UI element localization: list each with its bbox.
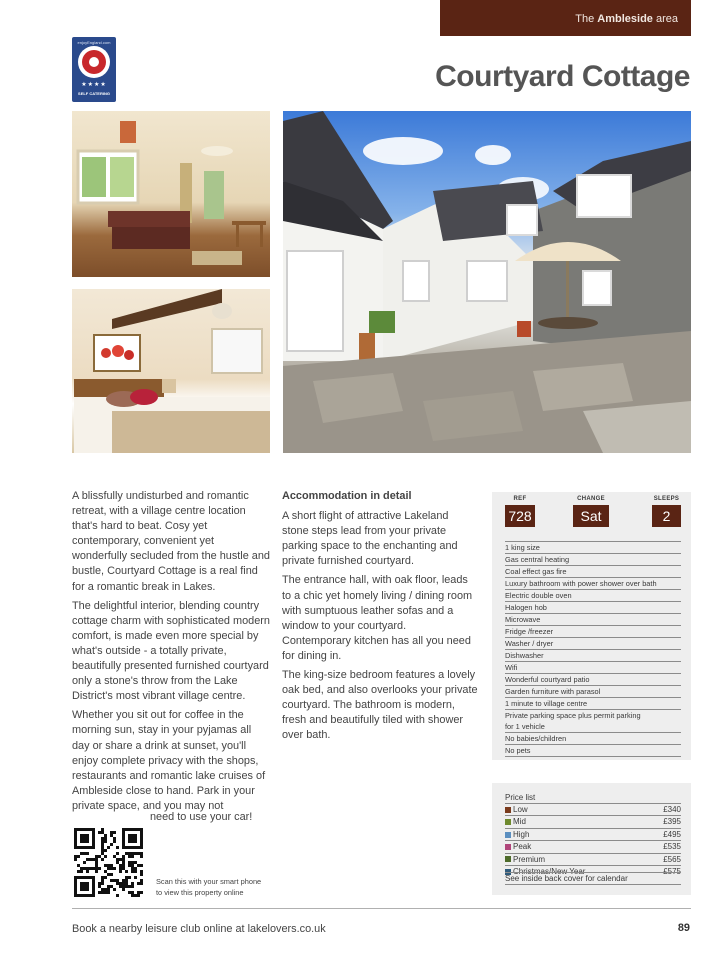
season-swatch (505, 819, 511, 825)
qr-note (156, 876, 261, 898)
season-swatch (505, 807, 511, 813)
intro-paragraph: Whether you sit out for coffee in the morning sun, stay in your pyjamas all day or share a drink at sunset, you'll enjoy complete privacy with the shops, restaurants and romantic lake cruises of Ambleside close to hand. Park in your private space, and you may not (72, 709, 266, 812)
season-price: £565 (663, 854, 681, 864)
badge-site: enjoyEngland.com (77, 40, 111, 45)
intro-sign-off: need to use your car! (150, 811, 253, 823)
feature-item: Halogen hob (505, 601, 681, 613)
lounge-photo (72, 111, 270, 277)
changeover-label: CHANGE (577, 496, 605, 502)
price-row (505, 828, 681, 840)
season-price: £495 (663, 829, 681, 839)
accommodation-paragraph: The entrance hall, with oak floor, leads to a chic yet homely living / dining room with sumptuous leather sofas and a window to your courtyard. Contemporary kitchen has all you need for dining in. (282, 574, 473, 662)
qr-code[interactable] (74, 828, 143, 897)
feature-item: 1 minute to village centre (505, 697, 681, 709)
sleeps-value: 2 (662, 508, 671, 524)
intro-text (72, 489, 270, 818)
feature-item: Gas central heating (505, 553, 681, 565)
footer-divider (72, 908, 691, 909)
accommodation-paragraph: The king-size bedroom features a lovely oak bed, and also overlooks your private courtyard. The bathroom is modern, fresh and beautifully tiled with shower over bath. (282, 669, 478, 742)
feature-item: Fridge /freezer (505, 625, 681, 637)
feature-item: 1 king size (505, 541, 681, 553)
feature-item: Electric double oven (505, 589, 681, 601)
season-name: Low (513, 805, 528, 814)
page-title: Courtyard Cottage (435, 60, 690, 93)
season-price: £535 (663, 842, 681, 852)
changeover-stat (573, 496, 609, 527)
intro-paragraph: A blissfully undisturbed and romantic retreat, with a village centre location that's hard to beat. Cosy yet contemporary, convenient yet wonderfully secluded from the hustle and bustle, Courtyard Cottage is a real find for a romantic break in Lakes. (72, 490, 270, 593)
feature-item: Washer / dryer (505, 637, 681, 649)
quality-badge (72, 37, 116, 102)
season-name: Mid (513, 817, 526, 827)
feature-list (505, 541, 681, 757)
accommodation-heading: Accommodation in detail (282, 490, 412, 502)
badge-stars: ★★★★ (81, 82, 107, 88)
rose-icon (78, 46, 110, 78)
price-row (505, 853, 681, 865)
season-swatch (505, 844, 511, 850)
feature-item: Luxury bathroom with power shower over bath (505, 577, 681, 589)
price-list-heading: Price list (505, 793, 536, 802)
courtyard-photo (283, 111, 691, 453)
qr-code-icon (74, 828, 143, 897)
season-name: High (513, 829, 530, 839)
footer-promo[interactable]: Book a nearby leisure club online at lakelovers.co.uk (72, 923, 326, 935)
price-row (505, 840, 681, 852)
ref-label: REF (513, 496, 527, 502)
season-swatch (505, 832, 511, 838)
feature-item: Coal effect gas fire (505, 565, 681, 577)
qr-note-line: Scan this with your smart phone (156, 877, 262, 886)
area-suffix: area (652, 13, 678, 25)
area-prefix: The (575, 13, 598, 25)
accommodation-paragraph: A short flight of attractive Lakeland stone steps lead from your private parking space to the enchanting and private furnished courtyard. (282, 510, 458, 568)
calendar-note: See inside back cover for calendar (505, 872, 681, 885)
feature-item: No pets (505, 744, 681, 757)
bedroom-photo (72, 289, 270, 453)
feature-item: Dishwasher (505, 649, 681, 661)
season-name: Christmas/New Year (513, 867, 586, 877)
ref-stat (505, 496, 535, 527)
season-price: £340 (663, 805, 681, 814)
price-row (505, 803, 681, 815)
sleeps-stat (652, 496, 681, 527)
feature-item: for 1 vehicle (505, 721, 545, 731)
qr-note-line: to view this property online (156, 888, 244, 897)
sleeps-label: SLEEPS (653, 496, 680, 502)
season-swatch (505, 856, 511, 862)
area-banner (440, 0, 691, 36)
feature-item: No babies/children (505, 732, 681, 744)
accommodation-section (282, 489, 478, 748)
feature-item: Wifi (505, 661, 681, 673)
feature-item: Private parking space plus permit parking (505, 709, 681, 721)
badge-label: SELF CATERING (78, 91, 110, 96)
page-number: 89 (677, 922, 690, 934)
season-price: £575 (663, 867, 681, 877)
feature-item: Garden furniture with parasol (505, 685, 681, 697)
price-list (492, 783, 691, 895)
feature-item: Microwave (505, 613, 681, 625)
feature-item: Wonderful courtyard patio (505, 673, 681, 685)
price-row (505, 815, 681, 827)
season-name: Peak (513, 842, 532, 852)
changeover-value: Sat (580, 508, 602, 524)
season-price: £395 (663, 817, 681, 827)
season-name: Premium (513, 854, 546, 864)
area-name: Ambleside (597, 13, 653, 25)
intro-paragraph: The delightful interior, blending country cottage charm with sophisticated modern comfort, is made even more special by what's outside - a totally private, beautifully presented furnished courtyard only a stone's throw from the Lake District's most vibrant village centre. (72, 599, 270, 703)
property-facts (492, 492, 691, 760)
price-rows (505, 803, 681, 877)
ref-value: 728 (508, 508, 532, 524)
